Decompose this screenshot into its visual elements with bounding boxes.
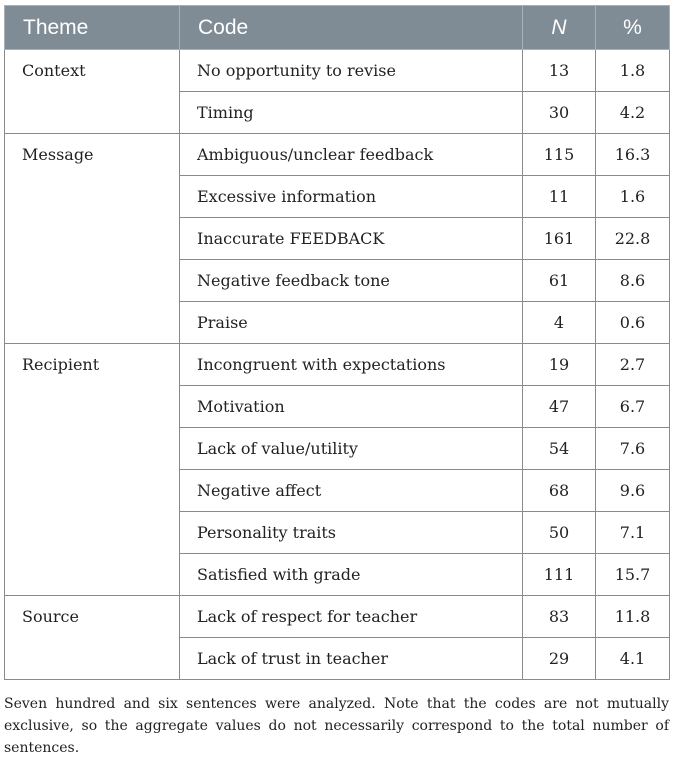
code-cell: Timing (180, 92, 523, 134)
table-row (5, 134, 670, 176)
theme-cell: Message (5, 134, 180, 344)
table-footnote: Seven hundred and six sentences were analyzed. Note that the codes are not mutually exclusive, so the aggregate values do not necessarily correspond to the total number of sentences. (4, 696, 669, 756)
n-cell: 29 (523, 638, 596, 680)
code-cell: Negative feedback tone (180, 260, 523, 302)
percent-cell: 1.6 (596, 176, 670, 218)
n-cell: 4 (523, 302, 596, 344)
header-n: N (523, 6, 596, 50)
n-cell: 54 (523, 428, 596, 470)
table-header (5, 6, 670, 50)
code-cell: Inaccurate FEEDBACK (180, 218, 523, 260)
percent-cell: 7.1 (596, 512, 670, 554)
header-code: Code (180, 6, 523, 50)
code-cell: Lack of trust in teacher (180, 638, 523, 680)
code-cell: Motivation (180, 386, 523, 428)
n-cell: 50 (523, 512, 596, 554)
header-percent: % (596, 6, 670, 50)
percent-cell: 1.8 (596, 50, 670, 92)
n-cell: 68 (523, 470, 596, 512)
theme-cell: Source (5, 596, 180, 680)
percent-cell: 9.6 (596, 470, 670, 512)
percent-cell: 2.7 (596, 344, 670, 386)
table-body (5, 50, 670, 680)
percent-cell: 22.8 (596, 218, 670, 260)
header-theme: Theme (5, 6, 180, 50)
table-row (5, 50, 670, 92)
feedback-codes-table (4, 5, 670, 680)
n-cell: 30 (523, 92, 596, 134)
n-cell: 61 (523, 260, 596, 302)
code-cell: Negative affect (180, 470, 523, 512)
percent-cell: 7.6 (596, 428, 670, 470)
percent-cell: 8.6 (596, 260, 670, 302)
code-cell: Satisfied with grade (180, 554, 523, 596)
code-cell: Excessive information (180, 176, 523, 218)
theme-cell: Recipient (5, 344, 180, 596)
percent-cell: 16.3 (596, 134, 670, 176)
code-cell: Incongruent with expectations (180, 344, 523, 386)
n-cell: 19 (523, 344, 596, 386)
percent-cell: 11.8 (596, 596, 670, 638)
table-row (5, 596, 670, 638)
percent-cell: 4.1 (596, 638, 670, 680)
header-row (5, 6, 670, 50)
code-cell: Lack of value/utility (180, 428, 523, 470)
percent-cell: 4.2 (596, 92, 670, 134)
code-cell: Personality traits (180, 512, 523, 554)
n-cell: 83 (523, 596, 596, 638)
percent-cell: 0.6 (596, 302, 670, 344)
n-cell: 111 (523, 554, 596, 596)
n-cell: 161 (523, 218, 596, 260)
code-cell: No opportunity to revise (180, 50, 523, 92)
code-cell: Praise (180, 302, 523, 344)
n-cell: 11 (523, 176, 596, 218)
n-cell: 47 (523, 386, 596, 428)
code-cell: Ambiguous/unclear feedback (180, 134, 523, 176)
n-cell: 13 (523, 50, 596, 92)
n-cell: 115 (523, 134, 596, 176)
percent-cell: 6.7 (596, 386, 670, 428)
table-row (5, 344, 670, 386)
theme-cell: Context (5, 50, 180, 134)
code-cell: Lack of respect for teacher (180, 596, 523, 638)
percent-cell: 15.7 (596, 554, 670, 596)
